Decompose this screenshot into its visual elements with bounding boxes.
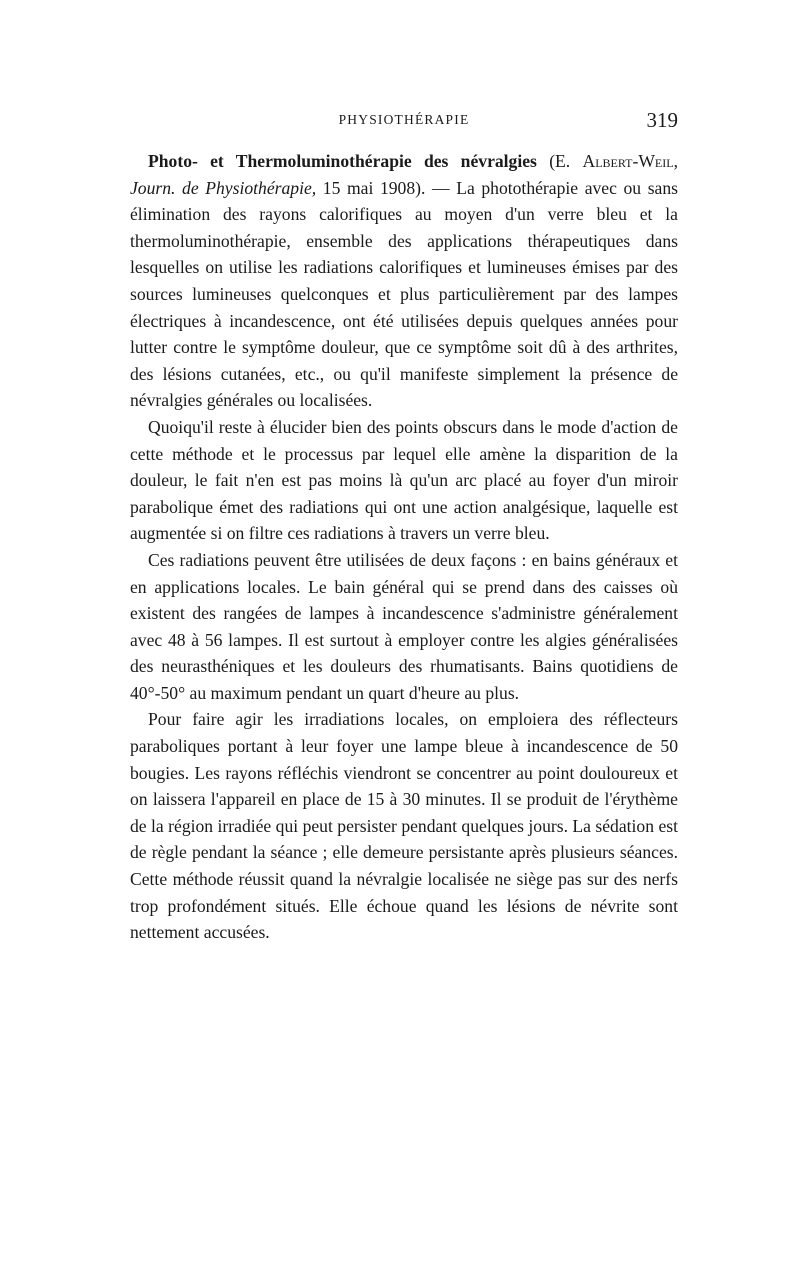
- paragraph-2: Quoiqu'il reste à élucider bien des points obscurs dans le mode d'action de cette méthode et le processus par lequel elle amène la disparition de la douleur, le fait n'en est pas moins là qu'un arc placé au foyer d'un miroir parabolique émet des radiations qui ont une action analgésique, laquelle est augmentée si on filtre ces radiations à travers un verre bleu.: [130, 416, 678, 544]
- publication-date: 15 mai 1908).: [316, 177, 426, 198]
- book-page: [130, 108, 678, 946]
- author-open: (E.: [549, 151, 583, 171]
- running-head: [130, 108, 678, 138]
- article-title: Photo- et Thermoluminothérapie des névralgies: [148, 151, 537, 171]
- paragraph-1-text: — La photothérapie avec ou sans élimination des rayons calorifiques au moyen d'un verre bleu et la thermoluminothérapie, ensemble des applications thérapeutiques dans lesquelles on utilise les radiations calorifiques et lumineuses émises par des sources lumineuses quelconques et plus particulièrement par des lampes électriques à incandescence, ont été utilisées depuis quelques années pour lutter contre le symptôme douleur, que ce symptôme soit dû à des arthrites, des lésions cutanées, etc., ou qu'il manifeste simplement la présence de névralgies générales ou localisées.: [130, 177, 679, 411]
- author-name: Albert-Weil: [582, 151, 674, 171]
- journal-name: Journ. de Physiothérapie,: [130, 177, 317, 198]
- author-sep: ,: [673, 151, 678, 171]
- paragraph-3: Ces radiations peuvent être utilisées de deux façons : en bains généraux et en applications locales. Le bain général qui se prend dans des caisses où existent des rangées de lampes à incandescence s'administre généralement avec 48 à 56 lampes. Il est surtout à employer contre les algies généralisées des neurasthéniques et les douleurs des rhumatisants. Bains quotidiens de 40°-50° au maximum pendant un quart d'heure au plus.: [130, 549, 678, 703]
- paragraph-1: [130, 148, 678, 414]
- running-title: PHYSIOTHÉRAPIE: [338, 112, 470, 127]
- page-number: 319: [646, 108, 678, 132]
- paragraph-4: Pour faire agir les irradiations locales, on emploiera des réflecteurs paraboliques portant à leur foyer une lampe bleue à incandescence de 50 bougies. Les rayons réfléchis viendront se concentrer au point douloureux et on laissera l'appareil en place de 15 à 30 minutes. Il se produit de l'érythème de la région irradiée qui peut persister pendant quelques jours. La sédation est de règle pendant la séance ; elle demeure persistante après plusieurs séances. Cette méthode réussit quand la névralgie localisée ne siège pas sur des nerfs trop profondément situés. Elle échoue quand les lésions de névrite sont nettement accusées.: [130, 709, 678, 943]
- article-body: [130, 148, 678, 946]
